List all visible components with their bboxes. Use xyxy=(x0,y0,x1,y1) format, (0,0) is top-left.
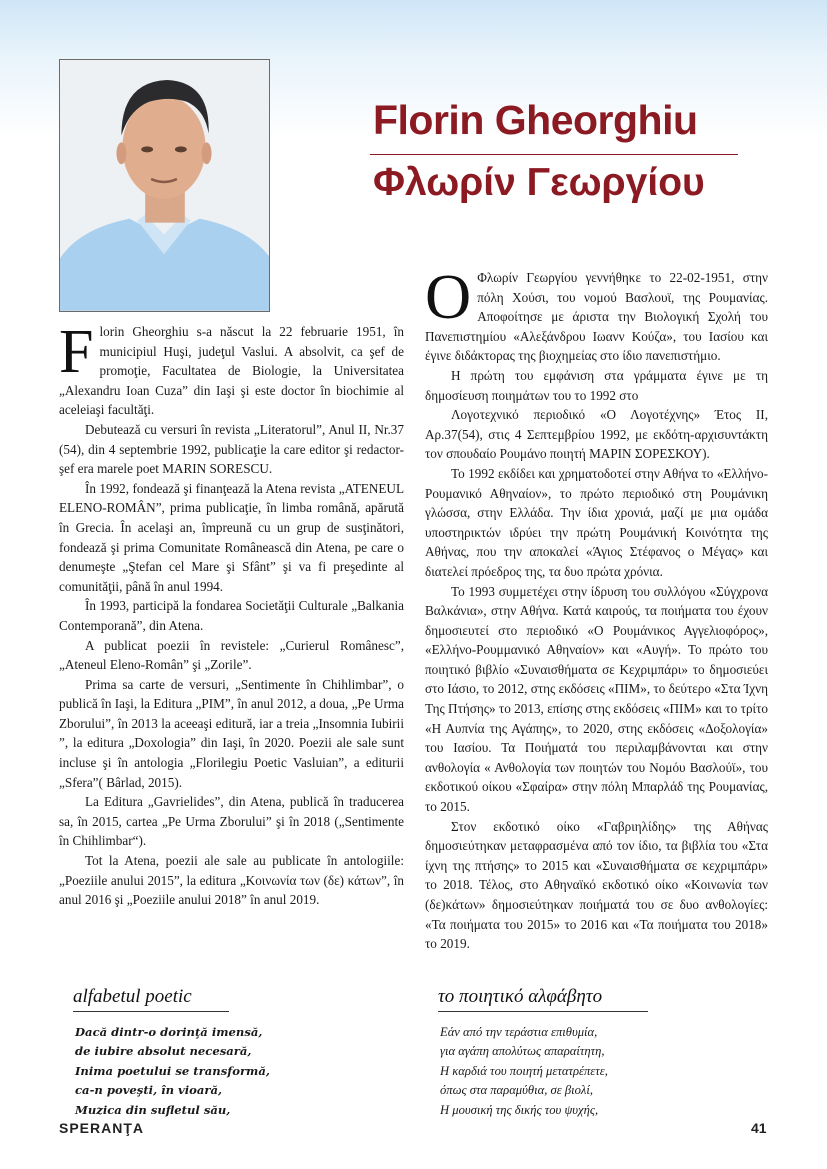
poem-title-romanian: alfabetul poetic xyxy=(73,986,229,1012)
paragraph: Florin Gheorghiu s-a născut la 22 februarie 1951, în municipiul Huşi, judeţul Vaslui. A absolvit, ca şef de promoţie, Facultatea de Biologie, la Universitatea „Alexandru Ioan Cuza” din Iaşi şi este doctor în biochimie al aceleiaşi facultăţi. xyxy=(59,318,404,418)
poem-line: όπως στα παραμύθια, σε βιολί, xyxy=(440,1083,593,1098)
paragraph: Debutează cu versuri în revista „Literatorul”, Anul II, Nr.37 (54), din 4 septembrie 1992, publicaţie la care editor şi redactor-şef era marele poet MARIN SORESCU. xyxy=(59,421,404,477)
poem-romanian xyxy=(75,1023,270,1120)
paragraph: A publicat poezii în revistele: „Curierul Românesc”, „Ateneul Eleno-Român” şi „Zorile”. xyxy=(59,637,404,673)
paragraph: La Editura „Gavrielides”, din Atena, publică în traducerea sa, în 2015, cartea „Pe Urma Zborului” şi în 2018 („Sentimente în Chihlimbar“). xyxy=(59,794,404,849)
poem-line: για αγάπη απολύτως απαραίτητη, xyxy=(440,1044,605,1059)
paragraph: În 1993, participă la fondarea Societăţii Culturale „Balkania Contemporană”, din Atena. xyxy=(59,598,404,633)
poem-line: ca-n poveşti, în vioară, xyxy=(75,1083,223,1098)
paragraph: Tot la Atena, poezii ale sale au publicate în antologiile: „Poeziile anului 2015”, la editura „Κοινωνία των (δε) κάτων”, în anul 2016 şi „Poeziile anului 2018” în anul 2019. xyxy=(59,853,404,908)
paragraph: Λογοτεχνικό περιοδικό «Ο Λογοτέχνης» Έτος II, Αρ.37(54), στις 4 Σεπτεμβρίου 1992, με εκδότη-αρχισυντάκτη τον σπουδαίο Ρουμάνο ποιητή ΜΑΡΙΝ ΣΟΡΕΣΚΟΥ). xyxy=(425,407,768,462)
page-number: 41 xyxy=(751,1120,767,1136)
poem-line: Dacă dintr-o dorinţă imensă, xyxy=(75,1025,263,1039)
poem-line: de iubire absolut necesară, xyxy=(75,1044,252,1059)
title-divider xyxy=(370,154,738,155)
paragraph: Ο Φλωρίν Γεωργίου γεννήθηκε το 22-02-1951, στην πόλη Χούσι, του νομού Βασλουϊ, της Ρουμανίας. Αποφοίτησε με άριστα την Βιολογική Σχολή του Πανεπιστημίου «Αλεξάνδρου Ιωανν Κούζα», του Ιασίου και έγινε διδάκτορας της βιοχημείας στο ίδιο πανεπιστήμιο. xyxy=(425,261,768,364)
paragraph: Η πρώτη του εμφάνιση στα γράμματα έγινε με τη δημοσίευση ποιημάτων του το 1992 στο xyxy=(425,367,768,403)
poem-title-greek: το ποιητικό αλφάβητο xyxy=(438,986,648,1012)
magazine-name: SPERANŢA xyxy=(59,1120,145,1136)
dropcap: F xyxy=(59,318,94,386)
paragraph: Το 1993 συμμετέχει στην ίδρυση του συλλόγου «Σύγχρονα Βαλκάνια», στην Αθήνα. Κατά καιρούς, τα ποιήματα του έχουν δημοσιευτεί στο περιοδικό «Ο Ρουμάνικος Αγγελιοφόρος», «Ελλήνο-Ρουμμανικό Αθηναίον» και «Αυγή». Το πρώτο του ποιητικό βιβλίο «Συναισθήματα σε Κεχριμπάρι» το δημοσιεύει στο Ιάσιο, το 2012, στης εκδόσεις «ΠΙΜ», το δεύτερο «Στα Ίχνη Της Πτήσης» το 2013, επίσης στης εκδόσεις «ΠΙΜ» και το τρίτο «Η Αυπνία της Αγάπης», το 2020, στης εκδόσεις «Δοξολογία» του Ιασίου. Τα Ποιήματά του περιλαμβάνονται και στην ανθολογία « Ανθολογία των ποιητών του Νομόυ Βασλούϊ», του εκδοτικού οίκου «Σφαίρα» στην πόλη Μπαρλάδ της Ρουμανίας, το 2015. xyxy=(425,583,768,815)
title-greek: Φλωρίν Γεωργίου xyxy=(373,161,705,204)
paragraph: În 1992, fondează şi finanţează la Atena revista „ATENEUL ELENO-ROMÂN”, prima publicaţie, în limba română, apărută în Grecia. În acelaşi an, împreună cu un grup de susţinători, fondează şi prima Comunitate Românească din Atena, pe care o denumeşte „Ştefan cel Mare şi Sfânt” şi va fi preşedinte al comunităţii, până în anul 1994. xyxy=(59,480,404,594)
paragraph: Στον εκδοτικό οίκο «Γαβριηλίδης» της Αθήνας δημοσιεύτηκαν μεταφρασμένα από τον ίδιο, τα βιβλία του «Στα ίχνη της πτήσης» το 2015 και «Συναισθήματα σε κεχριμπάρι» το 2018. Τέλος, στο Αθηναϊκό εκδοτικό οίκο «Κοινωνία των (δε)κάτων» δημοσιεύτηκαν ποιήματά του σε δυο ανθολογίες: «Τα ποιήματα του 2015» το 2016 και «Τα ποιήματα του 2018» το 2019. xyxy=(425,818,768,952)
poem-greek xyxy=(440,1023,608,1120)
title-latin: Florin Gheorghiu xyxy=(373,97,698,143)
article-title xyxy=(370,92,740,205)
paragraph: Prima sa carte de versuri, „Sentimente în Chihlimbar”, o publică în Iaşi, la Editura „PIM”, în anul 2012, a doua, „Pe Urma Zborului”, în 2013 la aceeaşi editură, iar a treia „Insomnia Iubirii ”, la editura „Doxologia” din Iaşi, în 2020. Poezii ale sale sunt incluse şi în antologia „Florilegiu Poetic Vasluian”, a editurii „Sfera”( Bârlad, 2015). xyxy=(59,676,404,790)
poem-line: Εάν από την τεράστια επιθυμία, xyxy=(440,1025,598,1039)
poem-line: Inima poetului se transformă, xyxy=(75,1063,270,1078)
poem-line: Muzica din sufletul său, xyxy=(75,1102,231,1117)
romanian-biography xyxy=(59,318,404,910)
paragraph: Το 1992 εκδίδει και χρηματοδοτεί στην Αθήνα το «Ελλήνο-Ρουμανικό Αθηναίον», το πρώτο περιοδικό στη Ρουμάνικη γλώσσα, στην Ελλάδα. Την ίδια χρονιά, μαζί με μια ομάδα υποστηρικτών ιδρύει την πρώτη Ρουμάνική Κοινότητα της Αθήνας, που την αποκαλεί «Άγιος Στέφανος ο Μέγας» και διατελεί πρόεδρος της, τα δυο πρώτα χρόνια. xyxy=(425,465,768,579)
portrait-image xyxy=(60,60,269,311)
dropcap: Ο xyxy=(425,261,472,332)
greek-biography xyxy=(425,261,768,954)
author-photo xyxy=(59,59,270,312)
poem-line: Η μουσική της δικής του ψυχής, xyxy=(440,1102,599,1117)
poem-line: Η καρδιά του ποιητή μετατρέπετε, xyxy=(440,1063,608,1078)
